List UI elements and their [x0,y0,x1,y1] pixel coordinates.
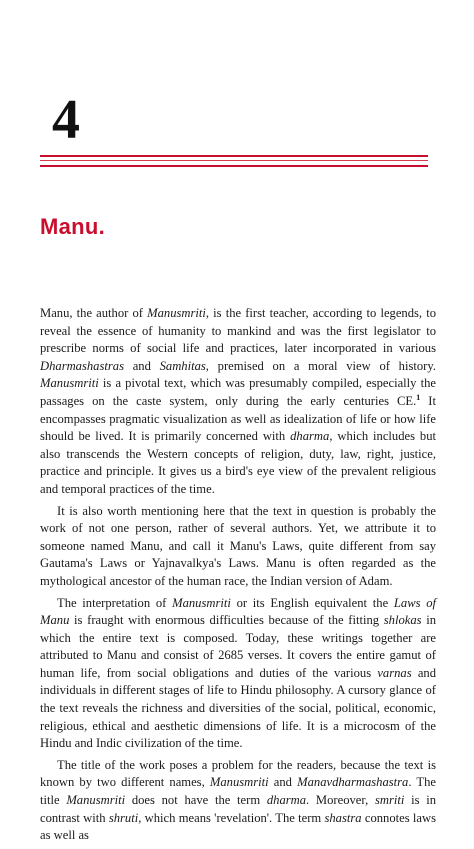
body-paragraph [40,757,436,845]
text-run: It encompasses pragmatic visualization as well as idealization of life or how life should be lived. It is primarily concerned with [40,393,436,444]
body-paragraph [40,503,436,591]
text-run: is in contrast with [40,793,437,825]
text-run: and [268,775,298,790]
italic-term: dharma [266,793,307,808]
italic-term: Manavdharmashastra [297,775,409,790]
text-run: is a pivotal text, which was presumably compiled, especially the passages on the caste system, only during the early centuries CE. [40,376,436,408]
italic-term: Manusmriti [147,306,206,320]
italic-term: shlokas [383,613,422,628]
italic-term: smriti [374,793,405,808]
text-run: in which the entire text is composed. Today, these writings together are attributed to Manu and consist of 2685 verses. It covers the entire gamut of human life, from social obligations and duties of the various [40,613,436,680]
italic-term: varnas [377,665,412,680]
text-run: does not have the term [125,793,267,808]
italic-term: shastra [324,810,362,825]
text-run: It is also worth mentioning here that the text in question is probably the work of not one person, rather of several authors. Yet, we attribute it to someone named Manu, and call it Manu's Laws, quite different from say Gautama's Laws or Yajnavalkya's Laws. Manu is often regarded as the mythological ancestor of the human race, the Indian version of Adam. [40,503,436,588]
italic-term: Laws of Manu [40,595,437,628]
text-run: Manu, the author of [40,306,148,320]
italic-term: Manusmriti [40,376,99,391]
rule-line [40,165,428,167]
chapter-title: Manu. [40,214,106,239]
body-paragraph [40,595,436,753]
italic-term: shruti [108,810,139,825]
italic-term: Dharmashastras [40,358,124,373]
body-text [40,305,436,849]
text-run: and [123,358,160,373]
text-run: , is the first teacher, according to legends, to reveal the essence of humanity to mankind and was the first legislator to prescribe norms of social life and practices, later incorporated in various [40,306,436,356]
italic-term: dharma [290,429,330,444]
body-paragraph [40,305,436,499]
text-run: connotes laws as well as [40,810,436,843]
text-run: The title of the work poses a problem for the readers, because the text is known by two different names, [40,757,436,790]
footnote-marker: 1 [416,392,421,402]
rule-line [40,155,428,157]
italic-term: Samhitas [159,358,206,373]
text-run: is fraught with enormous difficulties because of the fitting [69,613,384,628]
text-run: , which includes but also transcends the Western concepts of religion, duty, law, right, justice, practice and principle. It gives us a bird's eye view of the prevalent religious and temporal practices of the time. [40,429,437,496]
text-run: , which means 'revelation'. The term [138,810,325,825]
italic-term: Manusmriti [172,595,231,610]
text-run: and individuals in different stages of life to Hindu philosophy. A cursory glance of the text reveals the richness and diversities of the social, political, economic, religious, ethical and aesthetic dimensions of life. It is a microcosm of the Hindu and Indic civilization of the time. [40,665,436,751]
italic-term: Manusmriti [66,793,126,808]
text-run: or its English equivalent the [230,595,394,610]
italic-term: Manusmriti [209,775,269,790]
text-run: . Moreover, [306,793,375,808]
rule-line [40,160,428,161]
chapter-number: 4 [52,89,80,151]
chapter-rule [40,155,428,170]
text-run: The interpretation of [57,595,173,610]
text-run: . The title [40,775,436,808]
text-run: , premised on a moral view of history. [205,358,436,373]
